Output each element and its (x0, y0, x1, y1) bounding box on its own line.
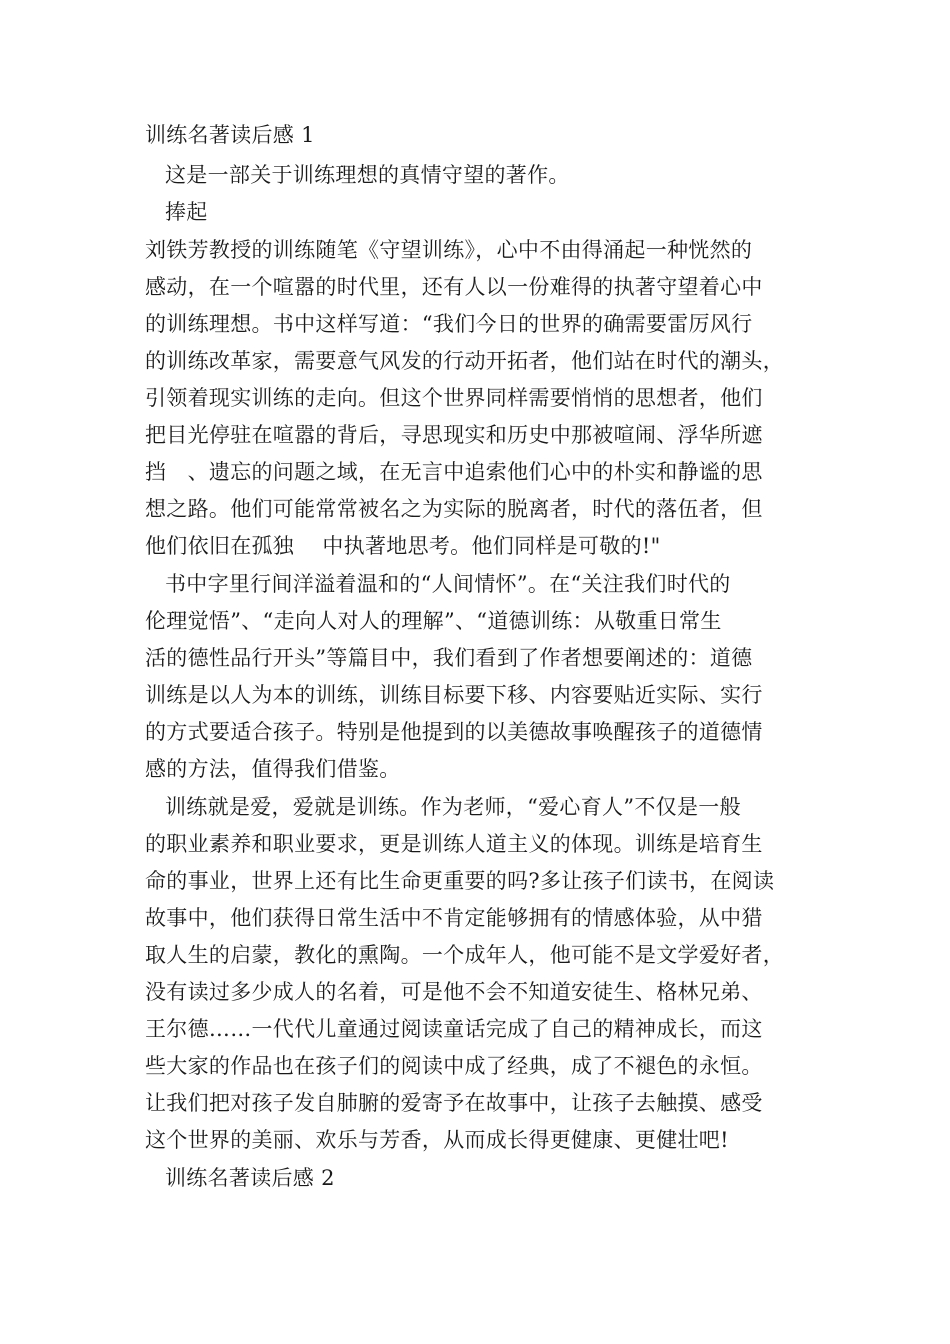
text-line: 王尔德……一代代儿童通过阅读童话完成了自己的精神成长，而这 (145, 1017, 763, 1041)
text-line: 让我们把对孩子发自肺腑的爱寄予在故事中，让孩子去触摸、感受 (145, 1091, 763, 1115)
text-line: 感动，在一个喧嚣的时代里，还有人以一份难得的执著守望着心中 (145, 275, 763, 299)
text-line: 感的方法，值得我们借鉴。 (145, 757, 401, 781)
text-line: 的训练改革家，需要意气风发的行动开拓者，他们站在时代的潮头， (145, 349, 784, 373)
text-line: 挡 、遗忘的问题之域，在无言中追索他们心中的朴实和静谧的思 (145, 460, 763, 484)
text-line: 取人生的启蒙，教化的熏陶。一个成年人，他可能不是文学爱好者， (145, 943, 784, 967)
text-line: 这个世界的美丽、欢乐与芳香，从而成长得更健康、更健壮吧! (145, 1128, 729, 1152)
text-line: 没有读过多少成人的名着，可是他不会不知道安徒生、格林兄弟、 (145, 980, 763, 1004)
text-line: 的方式要适合孩子。特别是他提到的以美德故事唤醒孩子的道德情 (145, 720, 763, 744)
text-line: 活的德性品行开头”等篇目中，我们看到了作者想要阐述的：道德 (145, 646, 753, 670)
heading-2: 训练名著读后感 2 (165, 1166, 335, 1190)
text-line: 命的事业，世界上还有比生命更重要的吗?多让孩子们读书，在阅读 (145, 869, 775, 893)
intro-line-2: 捧起 (165, 200, 208, 224)
text-line: 想之路。他们可能常常被名之为实际的脱离者，时代的落伍者，但 (145, 497, 763, 521)
heading-1: 训练名著读后感 1 (145, 123, 315, 147)
text-line: 训练就是爱，爱就是训练。作为老师，“爱心育人”不仅是一般 (165, 795, 741, 819)
text-line: 引领着现实训练的走向。但这个世界同样需要悄悄的思想者，他们 (145, 386, 763, 410)
text-line: 故事中，他们获得日常生活中不肯定能够拥有的情感体验，从中猎 (145, 906, 763, 930)
text-line: 他们依旧在孤独 中执著地思考。他们同样是可敬的!" (145, 534, 661, 558)
intro-line: 这是一部关于训练理想的真情守望的著作。 (165, 163, 570, 187)
text-line: 刘铁芳教授的训练随笔《守望训练》，心中不由得涌起一种恍然的 (145, 238, 753, 262)
text-line: 书中字里行间洋溢着温和的“人间情怀”。在“关注我们时代的 (165, 572, 731, 596)
text-line: 伦理觉悟”、“走向人对人的理解”、“道德训练：从敬重日常生 (145, 609, 722, 633)
text-line: 些大家的作品也在孩子们的阅读中成了经典，成了不褪色的永恒。 (145, 1054, 763, 1078)
text-line: 的训练理想。书中这样写道：“我们今日的世界的确需要雷厉风行 (145, 312, 753, 336)
text-line: 的职业素养和职业要求，更是训练人道主义的体现。训练是培育生 (145, 832, 763, 856)
text-line: 把目光停驻在喧嚣的背后，寻思现实和历史中那被喧闹、浮华所遮 (145, 423, 763, 447)
text-line: 训练是以人为本的训练，训练目标要下移、内容要贴近实际、实行 (145, 683, 763, 707)
